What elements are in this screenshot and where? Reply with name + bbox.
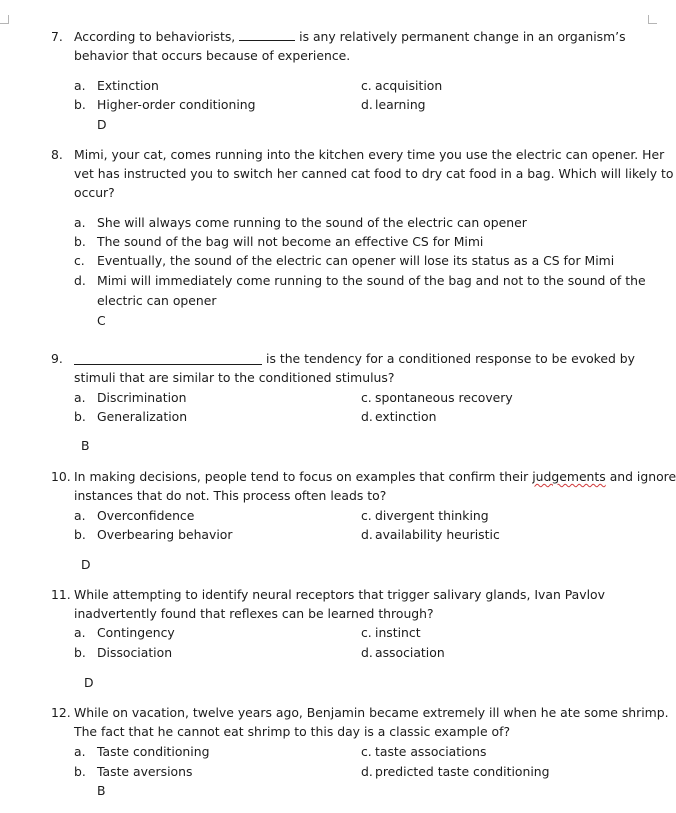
option-text: extinction xyxy=(375,409,437,424)
answer-key: B xyxy=(81,438,90,453)
answer-key: D xyxy=(97,117,107,132)
question-stem-line: While attempting to identify neural receptors that trigger salivary glands, Ivan Pavlov xyxy=(74,587,605,602)
option-label: b. xyxy=(74,409,86,424)
question-stem-line: instances that do not. This process often leads to? xyxy=(74,488,387,503)
question-stem-line: occur? xyxy=(74,185,115,200)
option-text: Discrimination xyxy=(97,390,187,405)
option-text: predicted taste conditioning xyxy=(375,764,550,779)
answer-blank xyxy=(74,351,262,365)
option-text: Eventually, the sound of the electric can opener will lose its status as a CS for Mimi xyxy=(97,253,615,268)
option-label: a. xyxy=(74,215,86,230)
option-text: Dissociation xyxy=(97,645,173,660)
crop-mark-right xyxy=(648,15,657,24)
question-number: 11. xyxy=(51,587,71,602)
option-label: d. xyxy=(361,97,373,112)
option-text: learning xyxy=(375,97,426,112)
option-text: Higher-order conditioning xyxy=(97,97,256,112)
option-text: Mimi will immediately come running to the sound of the bag and not to the sound of the xyxy=(97,273,646,288)
option-label: c. xyxy=(361,508,372,523)
option-text: Overconfidence xyxy=(97,508,195,523)
spellcheck-flagged-word[interactable]: judgements xyxy=(532,469,606,484)
option-label: b. xyxy=(74,645,86,660)
question-number: 12. xyxy=(51,705,71,720)
option-label: b. xyxy=(74,527,86,542)
option-label: a. xyxy=(74,625,86,640)
question-stem: According to behaviorists, is any relatively permanent change in an organism’s xyxy=(74,29,626,44)
question-stem-line: vet has instructed you to switch her canned cat food to dry cat food in a bag. Which will likely to xyxy=(74,166,674,181)
option-label: d. xyxy=(361,645,373,660)
option-label: c. xyxy=(361,625,372,640)
option-text: Contingency xyxy=(97,625,175,640)
option-text: Overbearing behavior xyxy=(97,527,233,542)
answer-key: C xyxy=(97,313,106,328)
option-text: spontaneous recovery xyxy=(375,390,513,405)
answer-key: D xyxy=(81,557,91,572)
option-label: d. xyxy=(361,409,373,424)
option-label: c. xyxy=(74,253,85,268)
question-stem-line: behavior that occurs because of experience. xyxy=(74,48,351,63)
crop-mark-left xyxy=(0,15,9,24)
option-text: Extinction xyxy=(97,78,159,93)
option-label: d. xyxy=(361,527,373,542)
question-stem-line: Mimi, your cat, comes running into the kitchen every time you use the electric can opener. Her xyxy=(74,147,665,162)
question-number: 7. xyxy=(51,29,63,44)
question-stem: In making decisions, people tend to focus on examples that confirm their judgements and ignore xyxy=(74,469,676,484)
option-label: d. xyxy=(74,273,86,288)
question-stem: is the tendency for a conditioned response to be evoked by xyxy=(266,351,636,366)
option-label: c. xyxy=(361,390,372,405)
option-label: b. xyxy=(74,234,86,249)
option-label: b. xyxy=(74,97,86,112)
option-label: a. xyxy=(74,744,86,759)
question-number: 8. xyxy=(51,147,63,162)
answer-blank xyxy=(239,27,295,41)
question-stem-line: inadvertently found that reflexes can be learned through? xyxy=(74,606,434,621)
option-label: d. xyxy=(361,764,373,779)
answer-key: B xyxy=(97,783,106,798)
option-text: association xyxy=(375,645,445,660)
option-text: The sound of the bag will not become an effective CS for Mimi xyxy=(97,234,484,249)
option-text: Taste conditioning xyxy=(97,744,210,759)
option-label: a. xyxy=(74,390,86,405)
option-text: instinct xyxy=(375,625,421,640)
option-text: Taste aversions xyxy=(97,764,193,779)
question-number: 9. xyxy=(51,351,63,366)
question-stem-line: stimuli that are similar to the conditioned stimulus? xyxy=(74,370,395,385)
answer-key: D xyxy=(84,675,94,690)
option-text: availability heuristic xyxy=(375,527,500,542)
option-text-continued: electric can opener xyxy=(97,293,217,308)
option-text: acquisition xyxy=(375,78,443,93)
option-text: taste associations xyxy=(375,744,487,759)
option-label: a. xyxy=(74,78,86,93)
option-label: c. xyxy=(361,78,372,93)
option-text: She will always come running to the sound of the electric can opener xyxy=(97,215,527,230)
question-stem-line: While on vacation, twelve years ago, Benjamin became extremely ill when he ate some shrimp. xyxy=(74,705,669,720)
option-label: b. xyxy=(74,764,86,779)
question-stem-line: The fact that he cannot eat shrimp to this day is a classic example of? xyxy=(74,724,511,739)
option-text: Generalization xyxy=(97,409,188,424)
question-number: 10. xyxy=(51,469,71,484)
option-label: c. xyxy=(361,744,372,759)
option-label: a. xyxy=(74,508,86,523)
option-text: divergent thinking xyxy=(375,508,489,523)
